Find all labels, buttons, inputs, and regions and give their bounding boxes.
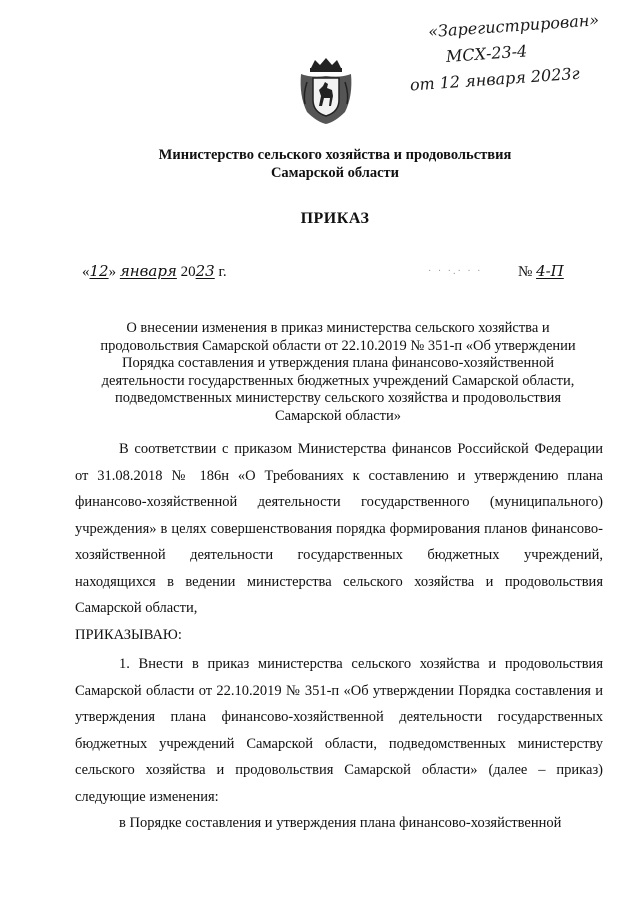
order-directive-word: ПРИКАЗЫВАЮ: [75,626,182,643]
order-number [518,262,564,281]
samara-coat-of-arms-icon [297,56,355,126]
date-open-quote: « [82,264,90,280]
number-label: № [518,264,533,280]
registration-stamp [405,7,600,100]
date-year-mark: г. [218,264,227,280]
body-paragraph-preamble: В соответствии с приказом Министерства финансов Российской Федерации от 31.08.2018 № 186н «О Требованиях к составлению и утверждению плана финансово-хозяйственной деятельности государственного (муниципального) учреждения» в целях совершенствования порядка формирования планов финансово-хозяйственной деятельности государственных бюджетных учреждений, находящихся в ведении министерства сельского хозяйства и продовольствия Самарской области, [75,441,603,616]
ministry-name [60,146,610,182]
ministry-line-2: Самарской области [270,165,400,181]
document-title: ПРИКАЗ [300,210,370,227]
date-year-prefix: 20 [180,264,196,280]
body-paragraph-item-1: 1. Внести в приказ министерства сельского хозяйства и продовольствия Самарской области от 22.10.2019 № 351-п «Об утверждении Порядка составления и утверждения плана финансово-хозяйственной деятельности государственных бюджетных учреждений Самарской области, подведомственных министерству сельского хозяйства и продовольствия Самарской области» (далее – приказ) следующие изменения: [75,656,603,805]
body-paragraph-item-1-detail: в Порядке составления и утверждения плана финансово-хозяйственной [119,815,562,831]
stamp-line-1: «Зарегистрирован» [427,10,600,42]
subject-line-6: Самарской области» [275,407,401,424]
subject-line-1: О внесении изменения в приказ министерства сельского хозяйства и [126,320,550,336]
stamp-line-3: от 12 января 2023г [409,63,581,95]
order-date [82,262,227,281]
stamp-line-2: МСХ-23-4 [445,41,528,66]
subject-line-5: подведомственных министерству сельского хозяйства и продовольствия [114,390,562,406]
subject-line-2: продовольствия Самарской области от 22.10.2019 № 351-п «Об утверждении [100,337,576,354]
date-close-quote: » [108,264,117,280]
faint-scan-marks: · · ·.· · · [428,266,483,276]
date-day: 12 [89,262,109,280]
order-body [75,436,603,837]
ministry-line-1: Министерство сельского хозяйства и продовольствия [158,147,512,163]
order-subject [70,320,606,425]
date-month: января [119,262,177,280]
subject-line-3: Порядка составления и утверждения плана финансово-хозяйственной [121,355,555,371]
subject-line-4: деятельности государственных бюджетных учреждений Самарской области, [101,372,575,389]
number-value: 4-П [536,262,564,280]
date-year-suffix: 23 [195,262,215,280]
